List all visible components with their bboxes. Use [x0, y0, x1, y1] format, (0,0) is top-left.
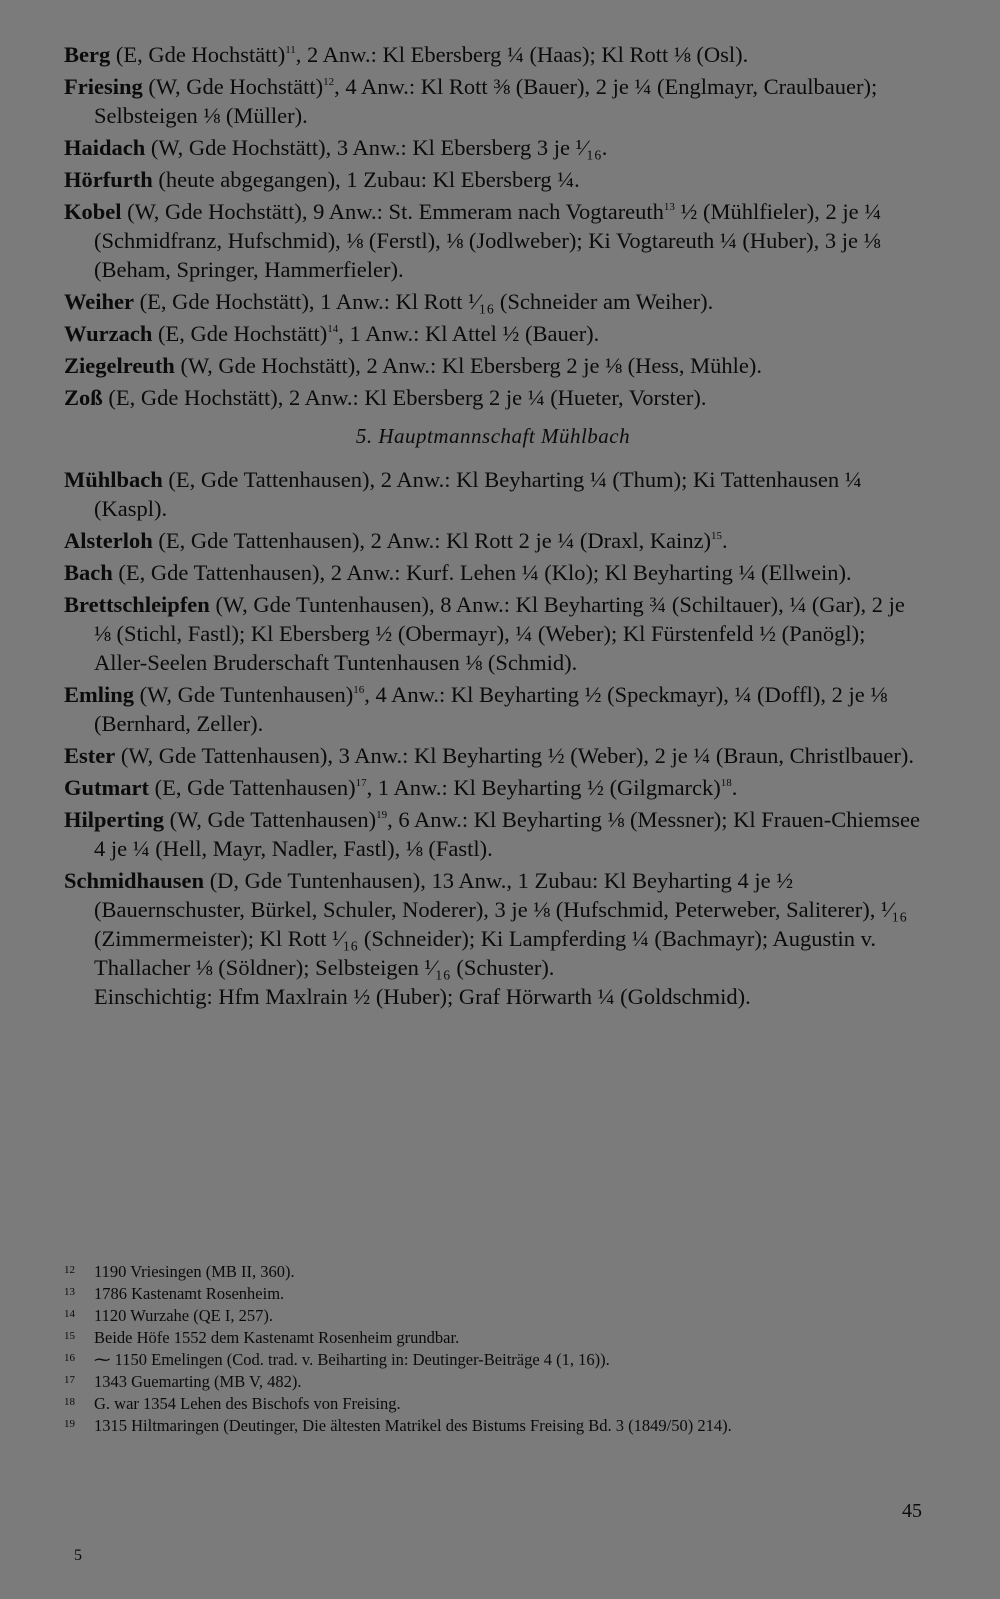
- footnote-text: 1343 Guemarting (MB V, 482).: [94, 1372, 302, 1391]
- footnote-number: 19: [64, 1418, 75, 1430]
- entry-hoerfurth: [64, 165, 922, 194]
- place-name: Gutmart: [64, 775, 149, 800]
- entry-alsterloh: [64, 526, 922, 555]
- page-number: 45: [902, 1500, 922, 1522]
- footnotes: [64, 1260, 922, 1436]
- entry-ester: [64, 741, 922, 770]
- entry-emling: [64, 680, 922, 738]
- footnote-number: 18: [64, 1396, 75, 1408]
- entry-text: (heute abgegangen), 1 Zubau: Kl Ebersberg ¼.: [152, 167, 580, 192]
- footnote-ref: 16: [353, 684, 365, 696]
- place-name: Wurzach: [64, 321, 153, 346]
- entry-text-rest: , 4 Anw.: Kl Beyharting ½ (Speckmayr), ¼ (Doffl), 2 je ⅛ (Bernhard, Zeller).: [94, 682, 888, 736]
- footnote-text: Beide Höfe 1552 dem Kastenamt Rosenheim grundbar.: [94, 1328, 460, 1347]
- footnote-number: 16: [64, 1352, 75, 1364]
- entry-ziegelreuth: [64, 351, 922, 380]
- place-name: Bach: [64, 560, 113, 585]
- footnote-text: 1120 Wurzahe (QE I, 257).: [94, 1306, 273, 1325]
- footnote: [64, 1414, 922, 1436]
- entry-text: (W, Gde Hochstätt), 3 Anw.: Kl Ebersberg 3 je ¹⁄₁₆.: [145, 135, 608, 160]
- entry-text: (E, Gde Tattenhausen), 2 Anw.: Kurf. Lehen ¼ (Klo); Kl Beyharting ¼ (Ellwein).: [112, 560, 852, 585]
- footnote-ref: 15: [711, 530, 723, 542]
- footnote-number: 13: [64, 1286, 75, 1298]
- entry-zoss: [64, 383, 922, 412]
- footnote-ref: 14: [327, 323, 339, 335]
- einschichtig-note: Einschichtig: Hfm Maxlrain ½ (Huber); Graf Hörwarth ¼ (Goldschmid).: [94, 984, 751, 1009]
- footnote-text: 1786 Kastenamt Rosenheim.: [94, 1284, 285, 1303]
- place-name: Haidach: [64, 135, 146, 160]
- footnote: [64, 1370, 922, 1392]
- entry-list: [64, 40, 922, 1014]
- entry-text-rest: , 6 Anw.: Kl Beyharting ⅛ (Messner); Kl Frauen-Chiemsee 4 je ¼ (Hell, Mayr, Nadler, Fastl), ⅛ (Fastl).: [94, 807, 920, 861]
- entry-text-rest: , 1 Anw.: Kl Attel ½ (Bauer).: [338, 321, 600, 346]
- place-name: Schmidhausen: [64, 868, 205, 893]
- footnote: [64, 1260, 922, 1282]
- entry-text: (E, Gde Tattenhausen), 2 Anw.: Kl Beyharting ¼ (Thum); Ki Tattenhausen ¼ (Kaspl).: [94, 467, 862, 521]
- footnote-text: 1190 Vriesingen (MB II, 360).: [94, 1262, 295, 1281]
- place-name: Ziegelreuth: [64, 353, 175, 378]
- footnote-ref: 11: [285, 44, 296, 56]
- footnote-number: 12: [64, 1264, 75, 1276]
- footnote-number: 14: [64, 1308, 75, 1320]
- place-name: Mühlbach: [64, 467, 163, 492]
- footnote-ref: 19: [376, 809, 388, 821]
- signature-mark: 5: [74, 1547, 82, 1564]
- footnote-text: 1315 Hiltmaringen (Deutinger, Die ältesten Matrikel des Bistums Freising Bd. 3 (1849/50) 214).: [94, 1416, 732, 1435]
- entry-text-rest-2: .: [731, 775, 738, 800]
- entry-text-rest: .: [722, 528, 728, 553]
- footnote: [64, 1304, 922, 1326]
- entry-wurzach: [64, 319, 922, 348]
- entry-friesing: [64, 72, 922, 130]
- entry-gutmart: [64, 773, 922, 802]
- entry-text: (W, Gde Hochstätt), 2 Anw.: Kl Ebersberg 2 je ⅛ (Hess, Mühle).: [174, 353, 763, 378]
- footnote: [64, 1282, 922, 1304]
- entry-text-rest: , 1 Anw.: Kl Beyharting ½ (Gilgmarck): [366, 775, 721, 800]
- footnote-ref-2: 18: [720, 777, 732, 789]
- entry-text-rest: , 2 Anw.: Kl Ebersberg ¼ (Haas); Kl Rott ⅛ (Osl).: [295, 42, 749, 67]
- footnote-ref: 17: [355, 777, 367, 789]
- entry-text: (E, Gde Hochstätt): [152, 321, 328, 346]
- place-name: Hilperting: [64, 807, 164, 832]
- entry-text: (E, Gde Tattenhausen): [148, 775, 356, 800]
- place-name: Brettschleipfen: [64, 592, 210, 617]
- place-name: Ester: [64, 743, 116, 768]
- footnote: [64, 1348, 922, 1370]
- entry-text: (W, Gde Hochstätt), 9 Anw.: St. Emmeram nach Vogtareuth: [121, 199, 664, 224]
- footnote: [64, 1392, 922, 1414]
- footnote: [64, 1326, 922, 1348]
- entry-text: (E, Gde Tattenhausen), 2 Anw.: Kl Rott 2 je ¼ (Draxl, Kainz): [152, 528, 712, 553]
- entry-weiher: [64, 287, 922, 316]
- entry-text: (E, Gde Hochstätt): [110, 42, 286, 67]
- entry-text: (E, Gde Hochstätt), 1 Anw.: Kl Rott ¹⁄₁₆ (Schneider am Weiher).: [133, 289, 714, 314]
- entry-berg: [64, 40, 922, 69]
- section-heading: 5. Hauptmannschaft Mühlbach: [355, 424, 631, 448]
- place-name: Alsterloh: [64, 528, 153, 553]
- place-name: Berg: [64, 42, 111, 67]
- footnote-text: G. war 1354 Lehen des Bischofs von Freising.: [94, 1394, 401, 1413]
- entry-bach: [64, 558, 922, 587]
- place-name: Weiher: [64, 289, 134, 314]
- footnote-text: ⁓ 1150 Emelingen (Cod. trad. v. Beiharting in: Deutinger-Beiträge 4 (1, 16)).: [94, 1350, 610, 1369]
- entry-schmidhausen: [64, 866, 922, 1011]
- entry-brettschleipfen: [64, 590, 922, 677]
- footnote-ref: 13: [663, 201, 675, 213]
- place-name: Kobel: [64, 199, 122, 224]
- footnote-number: 17: [64, 1374, 75, 1386]
- place-name: Zoß: [64, 385, 103, 410]
- entry-haidach: [64, 133, 922, 162]
- entry-text-rest: ½ (Mühlfieler), 2 je ¼ (Schmidfranz, Hufschmid), ⅛ (Ferstl), ⅛ (Jodlweber); Ki Vogtareuth ¼ (Huber), 3 je ⅛ (Beham, Springer, Hammerfieler).: [94, 199, 882, 282]
- entry-text: (W, Gde Tattenhausen), 3 Anw.: Kl Beyharting ½ (Weber), 2 je ¼ (Braun, Christlbauer).: [115, 743, 914, 768]
- entry-hilperting: [64, 805, 922, 863]
- place-name: Hörfurth: [64, 167, 153, 192]
- entry-kobel: [64, 197, 922, 284]
- entry-text: (W, Gde Tuntenhausen), 8 Anw.: Kl Beyharting ¾ (Schiltauer), ¼ (Gar), 2 je ⅛ (Stichl, Fastl); Kl Ebersberg ½ (Obermayr), ¼ (Weber); Kl Fürstenfeld ½ (Panögl); Aller-Seelen Bruderschaft Tuntenhausen ⅛ (Schmid).: [94, 592, 905, 675]
- entry-muehlbach: [64, 465, 922, 523]
- entry-text: (E, Gde Hochstätt), 2 Anw.: Kl Ebersberg 2 je ¼ (Hueter, Vorster).: [102, 385, 707, 410]
- place-name: Emling: [64, 682, 135, 707]
- footnote-number: 15: [64, 1330, 75, 1342]
- entry-text: (W, Gde Hochstätt): [142, 74, 324, 99]
- entry-text-rest: , 4 Anw.: Kl Rott ⅜ (Bauer), 2 je ¼ (Englmayr, Craulbauer); Selbsteigen ⅛ (Müller).: [94, 74, 878, 128]
- entry-text: (W, Gde Tuntenhausen): [134, 682, 354, 707]
- entry-text: (W, Gde Tattenhausen): [164, 807, 377, 832]
- entry-text: (D, Gde Tuntenhausen), 13 Anw., 1 Zubau: Kl Beyharting 4 je ½ (Bauernschuster, Bürkel, Schuler, Noderer), 3 je ⅛ (Hufschmid, Peterweber, Saliterer), ¹⁄₁₆ (Zimmermeister); Kl Rott ¹⁄₁₆ (Schneider); Ki Lampferding ¼ (Bachmayr); Augustin v. Thallacher ⅛ (Söldner); Selbsteigen ¹⁄₁₆ (Schuster).: [94, 868, 908, 980]
- footnote-ref: 12: [323, 76, 335, 88]
- place-name: Friesing: [64, 74, 143, 99]
